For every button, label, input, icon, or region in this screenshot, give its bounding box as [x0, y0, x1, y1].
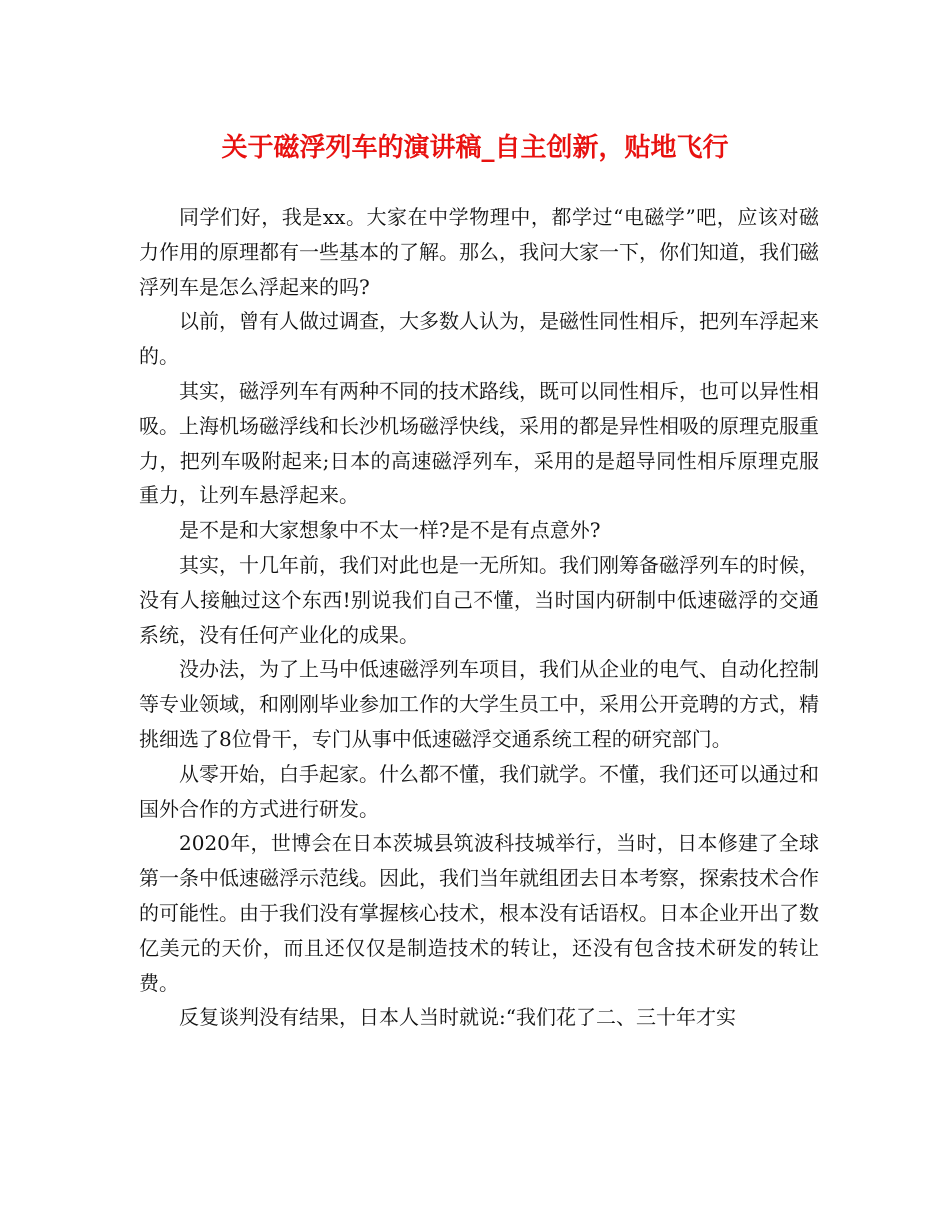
paragraph-3: 其实，磁浮列车有两种不同的技术路线，既可以同性相斥，也可以异性相吸。上海机场磁浮线和长沙机场磁浮快线，采用的都是异性相吸的原理克服重力，把列车吸附起来;日本的高速磁浮列车，采用的是超导同性相斥原理克服重力，让列车悬浮起来。 [139, 378, 819, 508]
document-body [139, 200, 819, 1035]
paragraph-4: 是不是和大家想象中不太一样?是不是有点意外? [179, 518, 601, 543]
document-title: 关于磁浮列车的演讲稿_自主创新，贴地飞行 [221, 133, 729, 163]
paragraph-2: 以前，曾有人做过调查，大多数人认为，是磁性同性相斥，把列车浮起来的。 [139, 309, 819, 369]
paragraph-8: 2020年，世博会在日本茨城县筑波科技城举行，当时，日本修建了全球第一条中低速磁浮示范线。因此，我们当年就组团去日本考察，探索技术合作的可能性。由于我们没有掌握核心技术，根本没有话语权。日本企业开出了数亿美元的天价，而且还仅仅是制造技术的转让，还没有包含技术研发的转让费。 [139, 831, 819, 995]
paragraph-1: 同学们好，我是xx。大家在中学物理中，都学过“电磁学”吧，应该对磁力作用的原理都有一些基本的了解。那么，我问大家一下，你们知道，我们磁浮列车是怎么浮起来的吗? [139, 205, 819, 299]
paragraph-5: 其实，十几年前，我们对此也是一无所知。我们刚筹备磁浮列车的时候，没有人接触过这个东西!别说我们自己不懂，当时国内研制中低速磁浮的交通系统，没有任何产业化的成果。 [139, 552, 819, 647]
paragraph-6: 没办法，为了上马中低速磁浮列车项目，我们从企业的电气、自动化控制等专业领域，和刚刚毕业参加工作的大学生员工中，采用公开竞聘的方式，精挑细选了8位骨干，专门从事中低速磁浮交通系统工程的研究部门。 [139, 657, 819, 751]
paragraph-7: 从零开始，白手起家。什么都不懂，我们就学。不懂，我们还可以通过和国外合作的方式进行研发。 [139, 761, 819, 821]
paragraph-9: 反复谈判没有结果，日本人当时就说:“我们花了二、三十年才实 [179, 1005, 736, 1030]
